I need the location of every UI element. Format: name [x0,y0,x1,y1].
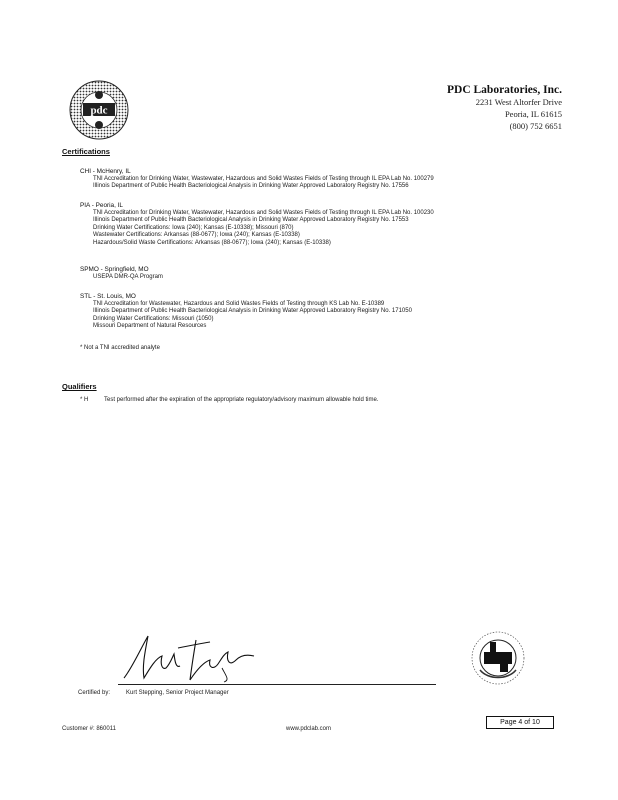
lab-title: STL - St. Louis, MO [80,293,136,300]
lab-title: CHI - McHenry, IL [80,168,131,175]
qualifier-marker: * H [80,397,89,403]
customer-number: Customer #: 860011 [62,726,116,732]
lab-block-stl [80,293,412,331]
certifications-heading: Certifications [62,147,110,156]
cert-line: Missouri Department of Natural Resources [93,323,207,330]
tni-note: * Not a TNI accredited analyte [80,345,160,351]
company-logo [67,78,131,142]
accreditation-seal [470,630,526,686]
cert-line: Illinois Department of Public Health Bacteriological Analysis in Drinking Water Approved Laboratory Registry No. 17556 [93,183,409,190]
lab-block-pia [80,202,434,247]
website-link[interactable]: www.pdclab.com [286,726,332,732]
company-address: 2231 West Altorfer Drive [475,97,562,107]
cert-line: TNI Accreditation for Wastewater, Hazardous and Solid Wastes Fields of Testing through KS Lab No. E-10389 [93,301,385,307]
svg-text:pdc: pdc [90,104,108,117]
qualifiers-heading: Qualifiers [62,382,97,391]
lab-block-chi [80,168,434,191]
certified-by-name: Kurt Stepping, Senior Project Manager [126,690,229,696]
signature-image [118,628,268,684]
cert-line: Hazardous/Solid Waste Certifications: Arkansas (88-0677); Iowa (240); Kansas (E-10338) [93,239,331,246]
cert-line: TNI Accreditation for Drinking Water, Wastewater, Hazardous and Solid Wastes Fields of Testing through IL EPA Lab No. 100230 [93,210,434,216]
lab-title: SPMO - Springfield, MO [80,266,149,273]
company-phone: (800) 752 6651 [509,121,562,131]
cert-line: Drinking Water Certifications: Missouri (1050) [93,315,214,322]
certified-by-label: Certified by: [78,690,111,696]
cert-line: Illinois Department of Public Health Bacteriological Analysis in Drinking Water Approved Laboratory Registry No. 171050 [93,308,412,315]
company-name: PDC Laboratories, Inc. [447,84,562,96]
cert-line: Illinois Department of Public Health Bacteriological Analysis in Drinking Water Approved Laboratory Registry No. 17553 [93,217,409,224]
lab-title: PIA - Peoria, IL [80,202,123,209]
qualifier-text: Test performed after the expiration of the appropriate regulatory/advisory maximum allowable hold time. [104,397,379,403]
cert-line: Drinking Water Certifications: Iowa (240); Kansas (E-10338); Missouri (870) [93,224,294,231]
company-city: Peoria, IL 61615 [504,109,562,119]
cert-line: Wastewater Certifications: Arkansas (88-0677); Iowa (240); Kansas (E-10338) [93,232,300,239]
cert-line: USEPA DMR-QA Program [93,274,163,280]
page-number: Page 4 of 10 [486,716,554,729]
company-header [447,84,562,132]
lab-block-spmo [80,266,163,281]
cert-line: TNI Accreditation for Drinking Water, Wastewater, Hazardous and Solid Wastes Fields of Testing through IL EPA Lab No. 100279 [93,176,434,182]
signature-line [118,684,436,685]
